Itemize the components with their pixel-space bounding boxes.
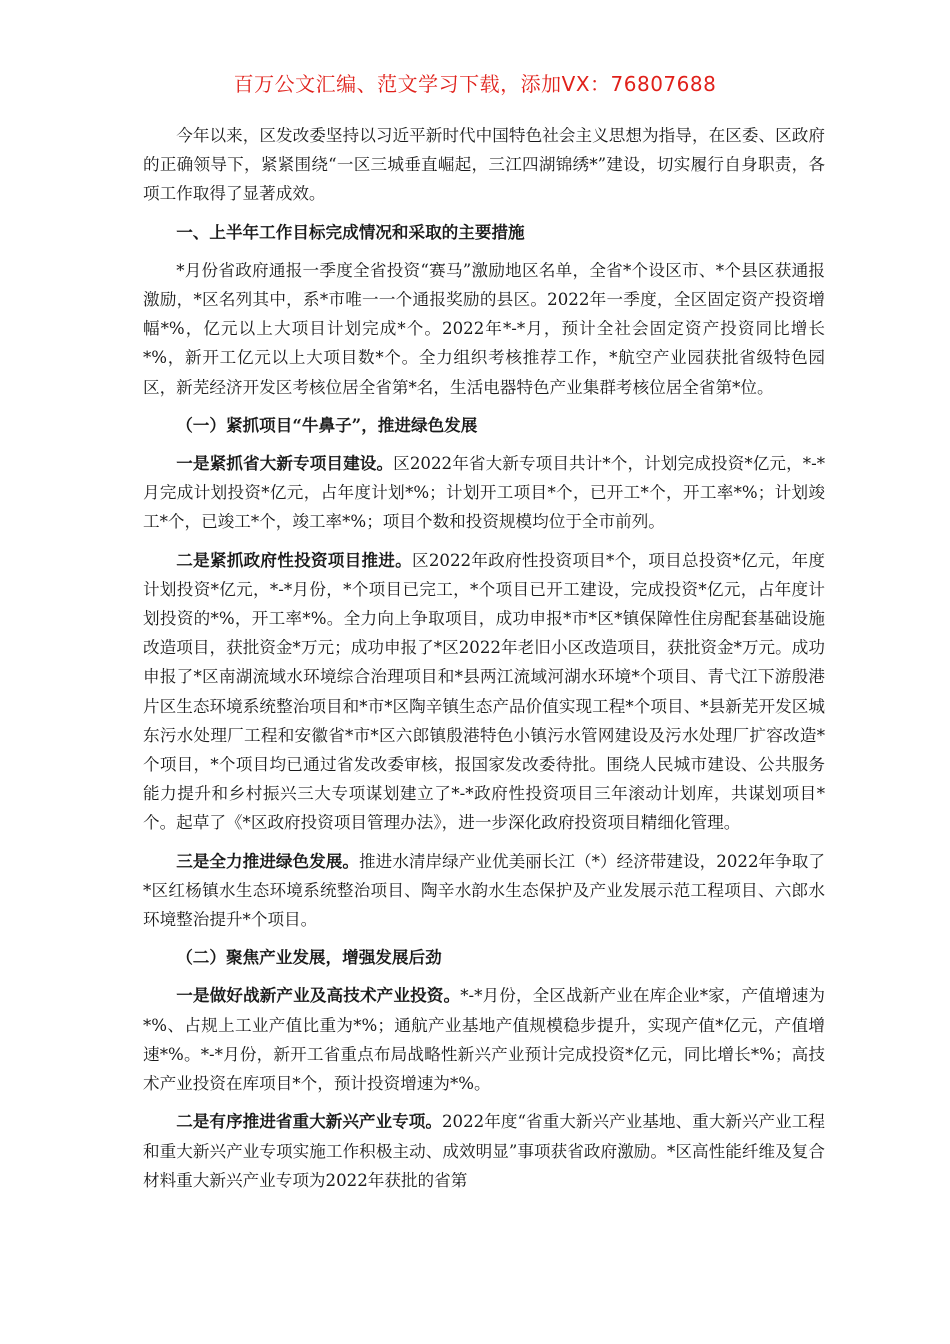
subsection-heading-1: （一）紧抓项目“牛鼻子”，推进绿色发展 <box>176 414 478 435</box>
paragraph-4-lead: 三是全力推进绿色发展。 <box>176 850 359 871</box>
intro-paragraph: 今年以来，区发改委坚持以习近平新时代中国特色社会主义思想为指导，在区委、区政府的正确领导下，紧紧围绕“一区三城垂直崛起，三江四湖锦绣*”建设，切实履行自身职责，各项工作取得了显著成效。 <box>143 126 825 204</box>
paragraph-2-lead: 一是紧抓省大新专项目建设。 <box>176 453 394 474</box>
paragraph-5 <box>143 981 825 1098</box>
paragraph-6-lead: 二是有序推进省重大新兴产业专项。 <box>176 1111 442 1132</box>
paragraph-6 <box>143 1107 825 1195</box>
paragraph-3-body: 区2022年政府性投资项目*个，项目总投资*亿元，年度计划投资*亿元，*-*月份，*个项目已完工，*个项目已开工建设，完成投资*亿元，占年度计划投资的*%，开工率*%。全力向上争取项目，成功申报*市*区*镇保障性住房配套基础设施改造项目，获批资金*万元；成功申报了*区2022年老旧小区改造项目，获批资金*万元。成功申报了*区南湖流域水环境综合治理项目和*县两江流域河湖水环境*个项目、青弋江下游殷港片区生态环境系统整治项目和*市*区陶辛镇生态产品价值实现工程*个项目、*县新芜开发区城东污水处理厂工程和安徽省*市*区六郎镇殷港特色小镇污水管网建设及污水处理厂扩容改造*个项目，*个项目均已通过省发改委审核，报国家发改委待批。围绕人民城市建设、公共服务能力提升和乡村振兴三大专项谋划建立了*-*政府性投资项目三年滚动计划库，共谋划项目*个。起草了《*区政府投资项目管理办法》，进一步深化政府投资项目精细化管理。 <box>143 550 825 833</box>
paragraph-3-lead: 二是紧抓政府性投资项目推进。 <box>176 549 412 570</box>
paragraph-2-body: 区2022年省大新专项目共计*个，计划完成投资*亿元，*-*月完成计划投资*亿元，占年度计划*%；计划开工项目*个，已开工*个，开工率*%；计划竣工*个，已竣工*个，竣工率*%；项目个数和投资规模均位于全市前列。 <box>143 454 825 532</box>
paragraph-1: *月份省政府通报一季度全省投资“赛马”激励地区名单，全省*个设区市、*个县区获通报激励，*区名列其中，系*市唯一一个通报奖励的县区。2022年一季度，全区固定资产投资增幅*%，亿元以上大项目计划完成*个。2022年*-*月，预计全社会固定资产投资同比增长*%，新开工亿元以上大项目数*个。全力组织考核推荐工作，*航空产业园获批省级特色园区，新芜经济开发区考核位居全省第*名，生活电器特色产业集群考核位居全省第*位。 <box>143 260 825 397</box>
paragraph-2 <box>143 449 825 537</box>
paragraph-5-lead: 一是做好战新产业及高技术产业投资。 <box>176 985 461 1006</box>
paragraph-5-body: *-*月份，全区战新产业在库企业*家，产值增速为*%、占规上工业产值比重为*%；通航产业基地产值规模稳步提升，实现产值*亿元，产值增速*%。*-*月份，新开工省重点布局战略性新兴产业预计完成投资*亿元，同比增长*%；高技术产业投资在库项目*个，预计投资增速为*%。 <box>143 986 826 1094</box>
paragraph-3 <box>143 546 825 838</box>
paragraph-6-body: 2022年度“省重大新兴产业基地、重大新兴产业工程和重大新兴产业专项实施工作积极主动、成效明显”事项获省政府激励。*区高性能纤维及复合材料重大新兴产业专项为2022年获批的省第 <box>143 1112 825 1190</box>
subsection-heading-2: （二）聚焦产业发展，增强发展后劲 <box>176 947 442 968</box>
paragraph-4 <box>143 847 825 935</box>
paragraph-4-body: 推进水清岸绿产业优美丽长江（*）经济带建设，2022年争取了*区红杨镇水生态环境系统整治项目、陶辛水韵水生态保护及产业发展示范工程项目、六郎水环境整治提升*个项目。 <box>143 851 826 930</box>
watermark-banner: 百万公文汇编、范文学习下载，添加VX：76807688 <box>233 72 717 96</box>
section-heading-1: 一、上半年工作目标完成情况和采取的主要措施 <box>176 221 525 242</box>
document-body <box>143 121 825 1204</box>
